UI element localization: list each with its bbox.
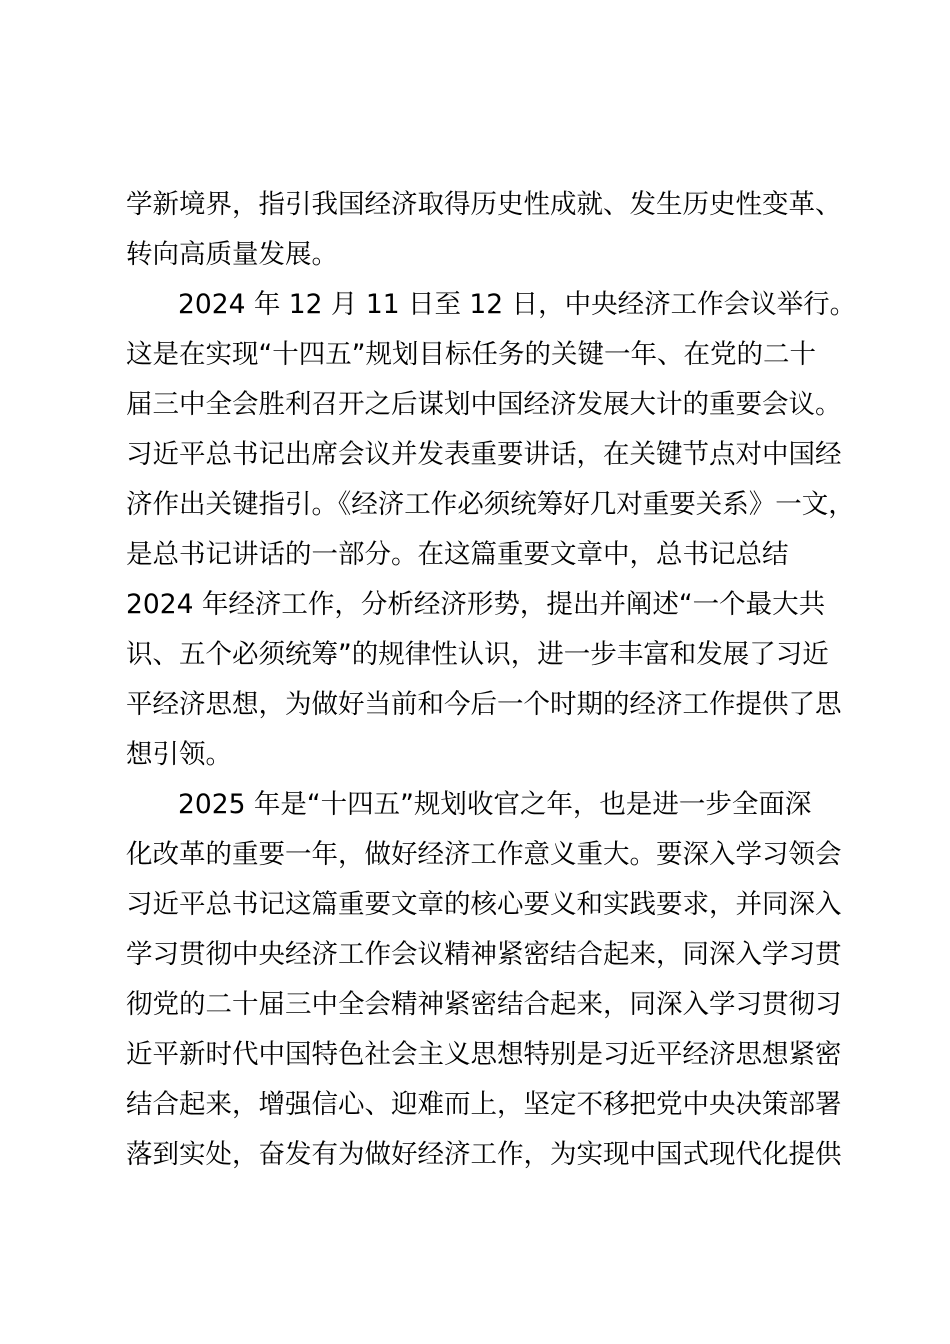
text-line: 这是在实现“十四五”规划目标任务的关键一年、在党的二十 — [126, 339, 816, 370]
text-line: 习近平总书记出席会议并发表重要讲话，在关键节点对中国经 — [126, 439, 842, 470]
text-line: 彻党的二十届三中全会精神紧密结合起来，同深入学习贯彻习 — [126, 989, 842, 1020]
text-line: 2025 年是“十四五”规划收官之年，也是进一步全面深 — [178, 789, 812, 820]
text-line: 习近平总书记这篇重要文章的核心要义和实践要求，并同深入 — [126, 889, 842, 920]
text-line: 落到实处，奋发有为做好经济工作，为实现中国式现代化提供 — [126, 1139, 842, 1170]
text-line: 结合起来，增强信心、迎难而上，坚定不移把党中央决策部署 — [126, 1089, 842, 1120]
text-line: 转向高质量发展。 — [126, 239, 338, 270]
text-line: 2024 年 12 月 11 日至 12 日，中央经济工作会议举行。 — [178, 289, 857, 320]
text-line: 是总书记讲话的一部分。在这篇重要文章中，总书记总结 — [126, 539, 789, 570]
text-line: 学新境界，指引我国经济取得历史性成就、发生历史性变革、 — [126, 189, 842, 220]
text-line: 识、五个必须统筹”的规律性认识，进一步丰富和发展了习近 — [126, 639, 829, 670]
text-line: 近平新时代中国特色社会主义思想特别是习近平经济思想紧密 — [126, 1039, 842, 1070]
text-line: 学习贯彻中央经济工作会议精神紧密结合起来，同深入学习贯 — [126, 939, 842, 970]
text-line: 2024 年经济工作，分析经济形势，提出并阐述“一个最大共 — [126, 589, 826, 620]
text-line: 想引领。 — [126, 739, 232, 770]
text-line: 济作出关键指引。《经济工作必须统筹好几对重要关系》一文， — [126, 489, 855, 520]
text-line: 平经济思想，为做好当前和今后一个时期的经济工作提供了思 — [126, 689, 842, 720]
text-line: 化改革的重要一年，做好经济工作意义重大。要深入学习领会 — [126, 839, 842, 870]
text-line: 届三中全会胜利召开之后谋划中国经济发展大计的重要会议。 — [126, 389, 842, 420]
